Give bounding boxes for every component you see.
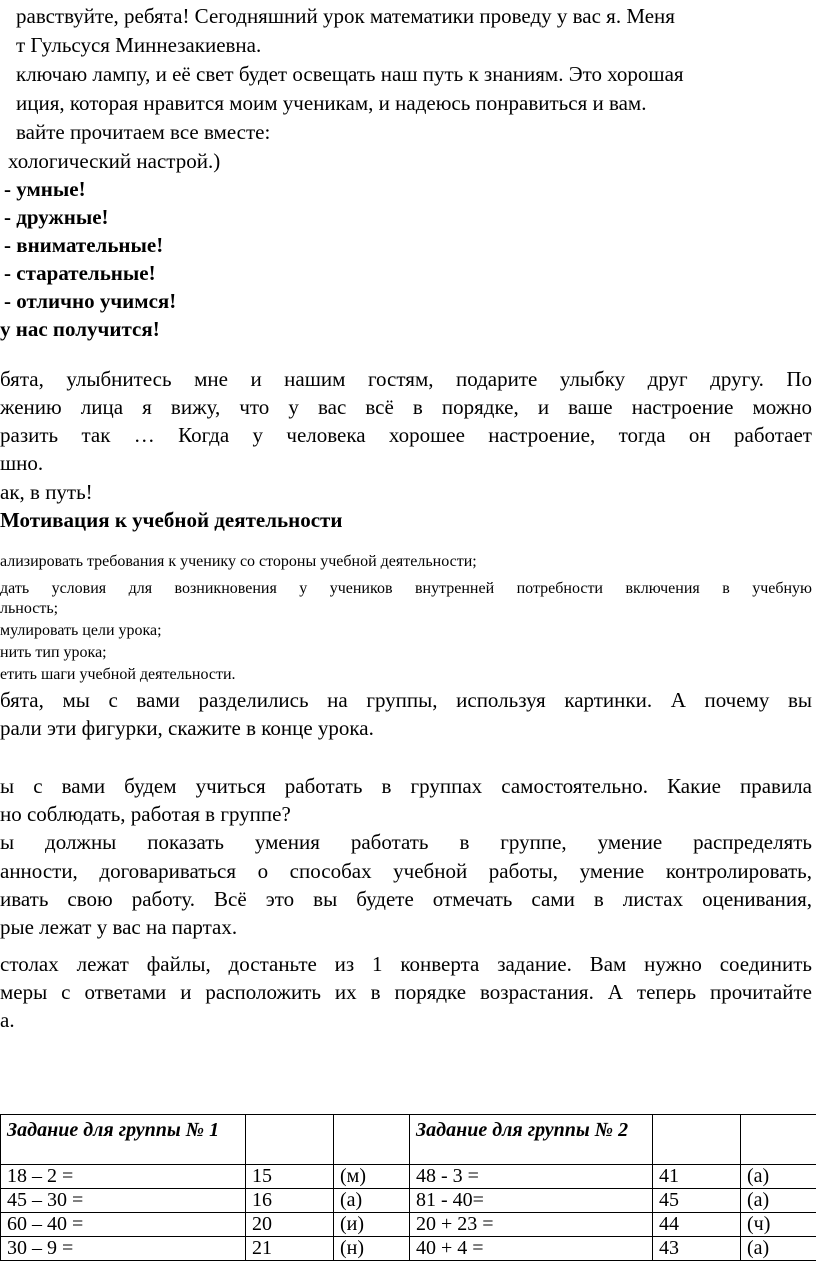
para3-line-5: ивать свою работу. Всё это вы будете отмечать сами в листах оценивания,: [0, 887, 812, 911]
table-header-row: [1, 1115, 816, 1165]
answer-cell: 41: [653, 1165, 741, 1189]
table-row: [1, 1213, 816, 1237]
group1-title: Задание для группы № 1: [1, 1115, 246, 1165]
goal-line-4: мулировать цели урока;: [0, 622, 162, 639]
para4-line-3: а.: [0, 1008, 15, 1032]
answer-cell: 21: [246, 1237, 334, 1261]
table-row: [1, 1189, 816, 1213]
answer-cell: 44: [653, 1213, 741, 1237]
answer-cell: 16: [246, 1189, 334, 1213]
example-cell: 40 + 4 =: [410, 1237, 653, 1261]
intro-line-4: иция, которая нравится моим ученикам, и надеюсь понравиться и вам.: [16, 91, 647, 115]
example-cell: 18 – 2 =: [1, 1165, 246, 1189]
goal-line-3: льность;: [0, 600, 59, 617]
example-cell: 30 – 9 =: [1, 1237, 246, 1261]
empty-cell: [246, 1115, 334, 1165]
intro-line-6: хологический настрой.): [8, 149, 221, 173]
table-row: [1, 1165, 816, 1189]
para2-line-2: рали эти фигурки, скажите в конце урока.: [0, 716, 374, 740]
letter-cell: (ч): [741, 1213, 816, 1237]
table-row: [1, 1237, 816, 1261]
letter-cell: (а): [741, 1237, 816, 1261]
letter-cell: (н): [334, 1237, 410, 1261]
para2-line-1: бята, мы с вами разделились на группы, используя картинки. А почему вы: [0, 688, 812, 712]
letter-cell: (а): [741, 1165, 816, 1189]
chant-line-6: у нас получится!: [0, 317, 160, 341]
para1-line-4: шно.: [0, 451, 44, 475]
letter-cell: (а): [741, 1189, 816, 1213]
answer-cell: 43: [653, 1237, 741, 1261]
example-cell: 81 - 40=: [410, 1189, 653, 1213]
para3-line-3: ы должны показать умения работать в группе, умение распределять: [0, 830, 812, 854]
goal-line-2: дать условия для возникновения у учеников внутренней потребности включения в учебную: [0, 580, 812, 597]
chant-line-2: - дружные!: [4, 205, 109, 229]
empty-cell: [334, 1115, 410, 1165]
example-cell: 20 + 23 =: [410, 1213, 653, 1237]
intro-line-3: ключаю лампу, и её свет будет освещать наш путь к знаниям. Это хорошая: [16, 62, 684, 86]
answer-cell: 45: [653, 1189, 741, 1213]
example-cell: 60 – 40 =: [1, 1213, 246, 1237]
empty-cell: [653, 1115, 741, 1165]
goal-line-6: етить шаги учебной деятельности.: [0, 666, 236, 683]
letter-cell: (и): [334, 1213, 410, 1237]
intro-line-1: равствуйте, ребята! Сегодняшний урок математики проведу у вас я. Меня: [16, 4, 675, 28]
intro-line-5: вайте прочитаем все вместе:: [16, 120, 271, 144]
chant-line-3: - внимательные!: [4, 233, 164, 257]
para3-line-4: анности, договариваться о способах учебной работы, умение контролировать,: [0, 859, 812, 883]
chant-line-1: - умные!: [4, 177, 86, 201]
answer-cell: 20: [246, 1213, 334, 1237]
para3-line-1: ы с вами будем учиться работать в группах самостоятельно. Какие правила: [0, 774, 812, 798]
example-cell: 45 – 30 =: [1, 1189, 246, 1213]
section-title: Мотивация к учебной деятельности: [0, 508, 343, 532]
para4-line-1: столах лежат файлы, достаньте из 1 конверта задание. Вам нужно соединить: [0, 952, 812, 976]
letter-cell: (м): [334, 1165, 410, 1189]
para1-line-1: бята, улыбнитесь мне и нашим гостям, подарите улыбку друг другу. По: [0, 367, 812, 391]
task-table: [0, 1114, 816, 1261]
letter-cell: (а): [334, 1189, 410, 1213]
answer-cell: 15: [246, 1165, 334, 1189]
para1-line-3: разить так … Когда у человека хорошее настроение, тогда он работает: [0, 423, 812, 447]
go-line: ак, в путь!: [0, 480, 93, 504]
goal-line-1: ализировать требования к ученику со стороны учебной деятельности;: [0, 553, 477, 570]
chant-line-4: - старательные!: [4, 261, 156, 285]
chant-line-5: - отлично учимся!: [4, 289, 177, 313]
para4-line-2: меры с ответами и расположить их в порядке возрастания. А теперь прочитайте: [0, 980, 812, 1004]
group2-title: Задание для группы № 2: [410, 1115, 653, 1165]
empty-cell: [741, 1115, 816, 1165]
intro-line-2: т Гульсуся Миннезакиевна.: [16, 33, 262, 57]
para3-line-2: но соблюдать, работая в группе?: [0, 802, 291, 826]
goal-line-5: нить тип урока;: [0, 644, 107, 661]
para1-line-2: жению лица я вижу, что у вас всё в порядке, и ваше настроение можно: [0, 395, 812, 419]
example-cell: 48 - 3 =: [410, 1165, 653, 1189]
para3-line-6: рые лежат у вас на партах.: [0, 915, 238, 939]
